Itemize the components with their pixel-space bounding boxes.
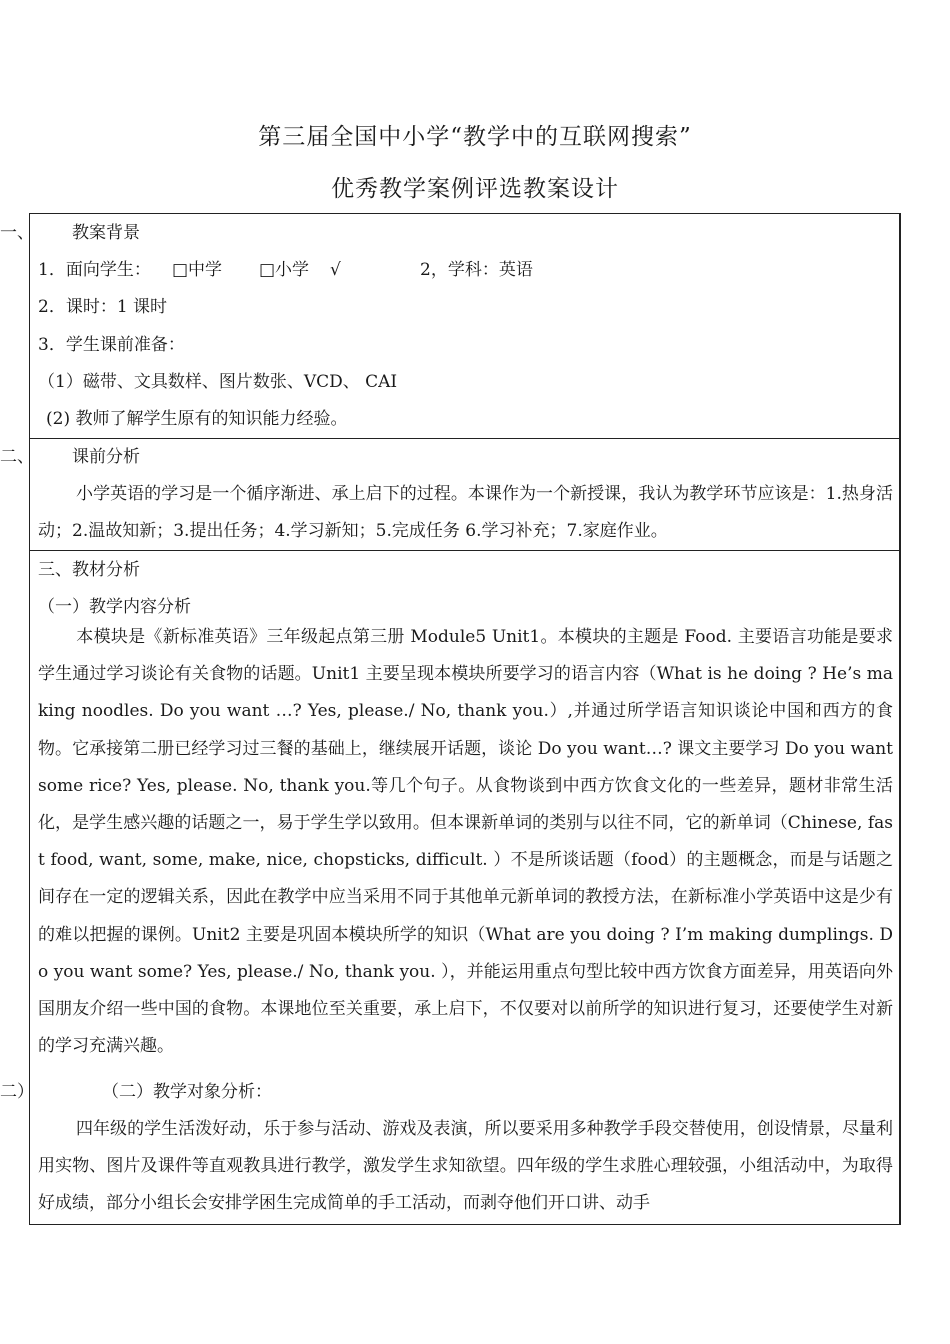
- prep-item-2: (2) 教师了解学生原有的知识能力经验。: [46, 409, 348, 429]
- document-title-line-1: 第三届全国中小学“教学中的互联网搜索”: [258, 124, 692, 150]
- learner-analysis-paragraph: [38, 1111, 893, 1223]
- section-1-marker: 一、: [0, 223, 34, 243]
- row-divider: [29, 438, 901, 439]
- students-label: 1．面向学生：: [38, 260, 151, 280]
- pre-lesson-analysis-text: 小学英语的学习是一个循序渐进、承上启下的过程。本课作为一个新授课，我认为教学环节应该是：1.热身活动；2.温故知新；3.提出任务；4.学习新知；5.完成任务 6.学习补充；7.家庭作业。: [38, 484, 893, 542]
- section-3-heading: 三、教材分析: [38, 560, 140, 580]
- section-2-marker: 二、: [0, 447, 34, 467]
- subsection-marker: 二）: [0, 1082, 34, 1102]
- pre-lesson-analysis-paragraph: [38, 476, 893, 550]
- section-2-heading: 课前分析: [72, 447, 140, 467]
- content-analysis-paragraph: [38, 619, 893, 1065]
- option-primary-school: □小学: [259, 260, 310, 280]
- prep-label: 3．学生课前准备：: [38, 335, 185, 355]
- content-analysis-subheading: （一）教学内容分析: [38, 597, 191, 617]
- subject-label: 2，学科：英语: [420, 260, 533, 280]
- document-title-line-2: 优秀教学案例评选教案设计: [331, 176, 619, 202]
- section-1-heading: 教案背景: [72, 223, 140, 243]
- prep-item-1: （1）磁带、文具数样、图片数张、VCD、 CAI: [38, 372, 398, 392]
- option-middle-school: □中学: [172, 260, 223, 280]
- content-analysis-text: 本模块是《新标准英语》三年级起点第三册 Module5 Unit1。本模块的主题是 Food. 主要语言功能是要求学生通过学习谈论有关食物的话题。Unit1 主要呈现本模块所要学习的语言内容（What is he doing ? He’s making noodles. Do you want …? Yes, please./ No, thank you.）,并通过所学语言知识谈论中国和西方的食物。它承接第二册已经学习过三餐的基础上，继续展开话题，谈论 Do you want…? 课文主要学习 Do you want some rice? Yes, please. No, thank you.等几个句子。从食物谈到中西方饮食文化的一些差异，题材非常生活化，是学生感兴趣的话题之一，易于学生学以致用。但本课新单词的类别与以往不同，它的新单词（Chinese, fast food, want, some, make, nice, chopsticks, difficult. ）不是所谈话题（food）的主题概念，而是与话题之间存在一定的逻辑关系，因此在教学中应当采用不同于其他单元新单词的教授方法，在新标准小学英语中这是少有的难以把握的课例。Unit2 主要是巩固本模块所学的知识（What are you doing ? I’m making dumplings. Do you want some? Yes, please./ No, thank you. ），并能运用重点句型比较中西方饮食方面差异，用英语向外国朋友介绍一些中国的食物。本课地位至关重要，承上启下，不仅要对以前所学的知识进行复习，还要使学生对新的学习充满兴趣。: [38, 627, 893, 1057]
- learner-analysis-text: 四年级的学生活泼好动，乐于参与活动、游戏及表演，所以要采用多种教学手段交替使用，创设情景，尽量利用实物、图片及课件等直观教具进行教学，激发学生求知欲望。四年级的学生求胜心理较强，小组活动中，为取得好成绩，部分小组长会安排学困生完成简单的手工活动，而剥夺他们开口讲、动手: [38, 1119, 893, 1214]
- learner-analysis-subheading: （二）教学对象分析：: [102, 1082, 272, 1102]
- class-period: 2．课时：1 课时: [38, 297, 168, 317]
- checkmark: √: [330, 260, 341, 280]
